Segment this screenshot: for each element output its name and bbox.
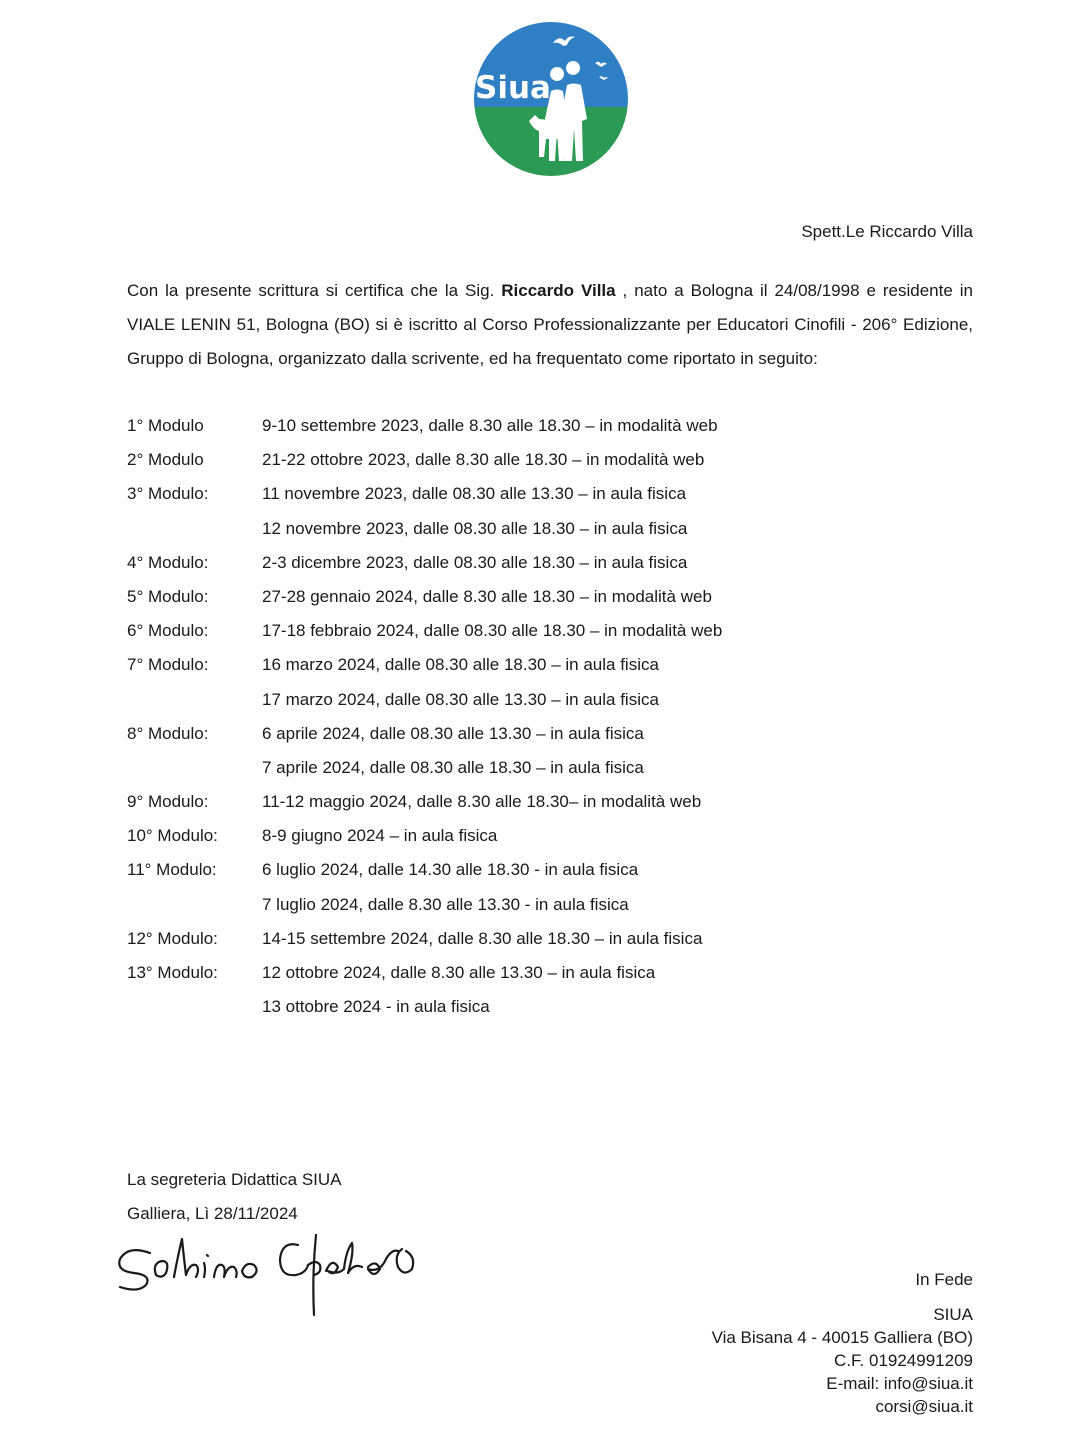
schedule-row <box>127 717 827 751</box>
email-corsi: corsi@siua.it <box>875 1397 973 1416</box>
module-details: 2-3 dicembre 2023, dalle 08.30 alle 18.30 – in aula fisica <box>262 552 688 572</box>
place-date: Galliera, Lì 28/11/2024 <box>127 1204 298 1223</box>
schedule-row <box>127 580 827 614</box>
schedule-row <box>127 785 827 819</box>
student-name: Riccardo Villa <box>501 281 616 300</box>
module-label: 3° Modulo: <box>127 484 209 504</box>
module-label: 8° Modulo: <box>127 723 209 743</box>
office-name: La segreteria Didattica SIUA <box>127 1170 342 1189</box>
schedule-row <box>127 477 827 511</box>
module-details: 12 ottobre 2024, dalle 8.30 alle 13.30 – in aula fisica <box>262 963 656 982</box>
module-details: 13 ottobre 2024 - in aula fisica <box>262 997 490 1017</box>
module-details: 17-18 febbraio 2024, dalle 08.30 alle 18.30 – in modalità web <box>262 621 723 641</box>
module-details: 6 luglio 2024, dalle 14.30 alle 18.30 - in aula fisica <box>262 860 639 880</box>
module-details: 17 marzo 2024, dalle 08.30 alle 13.30 – in aula fisica <box>262 689 659 709</box>
module-details: 9-10 settembre 2023, dalle 8.30 alle 18.30 – in modalità web <box>262 416 718 435</box>
module-details: 8-9 giugno 2024 – in aula fisica <box>262 826 498 846</box>
module-details: 21-22 ottobre 2023, dalle 8.30 alle 18.30 – in modalità web <box>262 450 705 470</box>
schedule-row <box>127 819 827 853</box>
module-details: 11-12 maggio 2024, dalle 8.30 alle 18.30– in modalità web <box>262 792 702 812</box>
module-label: 4° Modulo: <box>127 552 209 572</box>
schedule-row <box>127 751 827 785</box>
module-details: 6 aprile 2024, dalle 08.30 alle 13.30 – in aula fisica <box>262 723 644 743</box>
module-label: 1° Modulo <box>127 416 204 435</box>
schedule-row <box>127 648 827 682</box>
module-label: 12° Modulo: <box>127 928 218 948</box>
schedule-row <box>127 409 827 443</box>
certification-paragraph <box>127 274 973 376</box>
in-fede: In Fede <box>915 1270 973 1289</box>
tax-code: C.F. 01924991209 <box>834 1351 973 1370</box>
org-address: Via Bisana 4 - 40015 Galliera (BO) <box>711 1328 973 1347</box>
module-schedule <box>127 409 827 1024</box>
module-label: 13° Modulo: <box>127 963 218 982</box>
module-details: 16 marzo 2024, dalle 08.30 alle 18.30 – in aula fisica <box>262 655 659 675</box>
module-label: 5° Modulo: <box>127 586 209 606</box>
schedule-row <box>127 956 827 990</box>
module-label: 2° Modulo <box>127 450 204 470</box>
module-label: 7° Modulo: <box>127 655 209 675</box>
module-details: 12 novembre 2023, dalle 08.30 alle 18.30 – in aula fisica <box>262 518 688 538</box>
handwritten-signature-icon <box>112 1215 432 1320</box>
module-details: 7 aprile 2024, dalle 08.30 alle 18.30 – in aula fisica <box>262 757 644 777</box>
siua-logo <box>473 21 629 177</box>
module-label: 10° Modulo: <box>127 826 218 846</box>
module-label: 9° Modulo: <box>127 792 209 812</box>
schedule-row <box>127 922 827 956</box>
schedule-row <box>127 683 827 717</box>
schedule-row <box>127 614 827 648</box>
module-details: 11 novembre 2023, dalle 08.30 alle 13.30 – in aula fisica <box>262 484 687 504</box>
schedule-row <box>127 546 827 580</box>
logo-text: Siua <box>475 70 551 106</box>
recipient: Spett.Le Riccardo Villa <box>801 222 973 241</box>
schedule-row <box>127 990 827 1024</box>
module-label: 11° Modulo: <box>127 860 217 880</box>
org-name: SIUA <box>933 1305 973 1324</box>
schedule-row <box>127 443 827 477</box>
email-info: E-mail: info@siua.it <box>826 1374 973 1393</box>
intro-text-1: Con la presente scrittura si certifica che la Sig. <box>127 281 502 300</box>
footer-signature-block <box>712 1268 973 1418</box>
schedule-row <box>127 512 827 546</box>
schedule-row <box>127 853 827 887</box>
module-details: 27-28 gennaio 2024, dalle 8.30 alle 18.30 – in modalità web <box>262 586 712 606</box>
module-label: 6° Modulo: <box>127 621 209 641</box>
module-details: 14-15 settembre 2024, dalle 8.30 alle 18.30 – in aula fisica <box>262 928 703 948</box>
module-details: 7 luglio 2024, dalle 8.30 alle 13.30 - in aula fisica <box>262 894 629 914</box>
schedule-row <box>127 888 827 922</box>
intro-text-2: , nato a Bologna il 24/08/1998 e residente in VIALE LENIN 51, Bologna (BO) si è iscritto al Corso Professionalizzante per Educatori Cinofili - 206° Edizione, Gruppo di Bologna, organizzato dalla scrivente, ed ha frequentato come riportato in seguito: <box>127 281 973 368</box>
